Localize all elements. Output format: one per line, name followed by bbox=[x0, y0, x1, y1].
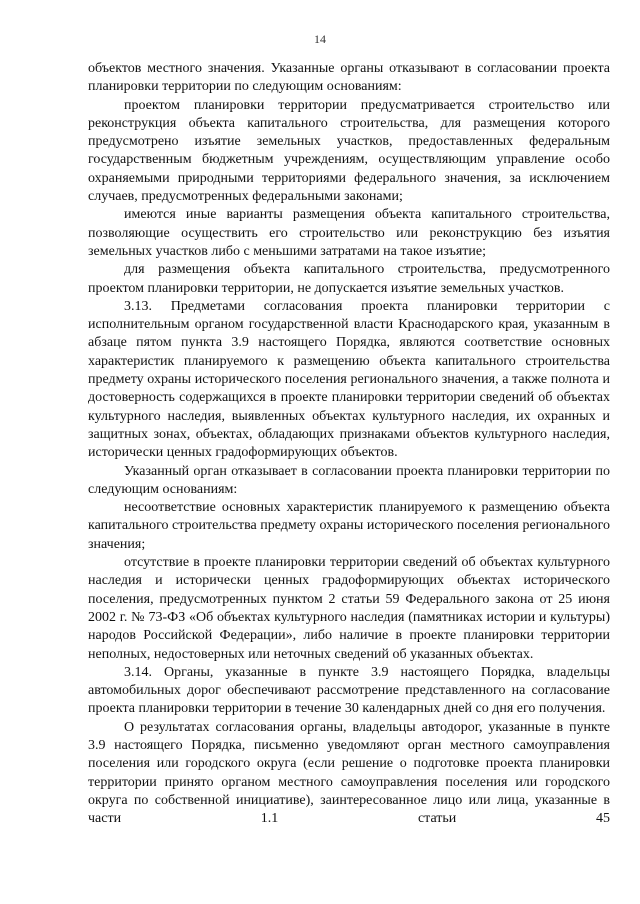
page-number: 14 bbox=[314, 32, 326, 46]
paragraph: Указанный орган отказывает в согласовании проекта планировки территории по следующим основаниям: bbox=[88, 463, 610, 497]
paragraph: О результатах согласования органы, владельцы автодорог, указанные в пункте 3.9 настоящего Порядка, письменно уведомляют орган местного самоуправления поселения или городского округа (если решение о подготовке проекта планировки территории принято органом местного самоуправления поселения или городского округа по собственной инициативе), заинтересованное лицо или лица, указанные в части 1.1 статьи 45 bbox=[88, 719, 610, 827]
paragraph: отсутствие в проекте планировки территории сведений об объектах культурного наследия и исторически ценных градоформирующих объектах исторического поселения, предусмотренных пунктом 2 статьи 59 Федерального закона от 25 июня 2002 г. № 73-ФЗ «Об объектах культурного наследия (памятниках истории и культуры) народов Российской Федерации», либо наличие в проекте планировки территории неполных, недостоверных или неточных сведений об указанных объектах. bbox=[88, 555, 610, 662]
paragraph: проектом планировки территории предусматривается строительство или реконструкция объекта капитального строительства, для размещения которого предусмотрено изъятие земельных участков, предоставленных федеральным государственным бюджетным учреждениям, осуществляющим управление особо охраняемыми природными территориями федерального значения, за исключением случаев, предусмотренных федеральными законами; bbox=[88, 97, 610, 205]
document-body bbox=[88, 60, 610, 828]
paragraph: для размещения объекта капитального строительства, предусмотренного проектом планировки территории, не допускается изъятие земельных участков. bbox=[88, 262, 610, 296]
paragraph: несоответствие основных характеристик планируемого к размещению объекта капитального строительства предмету охраны исторического поселения регионального значения; bbox=[88, 500, 610, 552]
paragraph: 3.13. Предметами согласования проекта планировки территории с исполнительным органом государственной власти Краснодарского края, указанным в абзаце пятом пункта 3.9 настоящего Порядка, являются соответствие основных характеристик планируемого к размещению объекта капитального строительства предмету охраны исторического поселения регионального значения, а также полнота и достоверность содержащихся в проекте планировки территории сведений об объектах культурного наследия, выявленных объектах культурного наследия, их охранных и защитных зонах, объектах, обладающих признаками объектов культурного наследия, исторически ценных градоформирующих объектов. bbox=[88, 298, 610, 461]
paragraph: имеются иные варианты размещения объекта капитального строительства, позволяющие осуществить его строительство или реконструкцию без изъятия земельных участков либо с меньшими затратами на такое изъятие; bbox=[88, 207, 610, 259]
paragraph: объектов местного значения. Указанные органы отказывают в согласовании проекта планировки территории по следующим основаниям: bbox=[88, 61, 610, 95]
paragraph: 3.14. Органы, указанные в пункте 3.9 настоящего Порядка, владельцы автомобильных дорог обеспечивают рассмотрение представленного на согласование проекта планировки территории в течение 30 календарных дней со дня его получения. bbox=[88, 664, 610, 717]
